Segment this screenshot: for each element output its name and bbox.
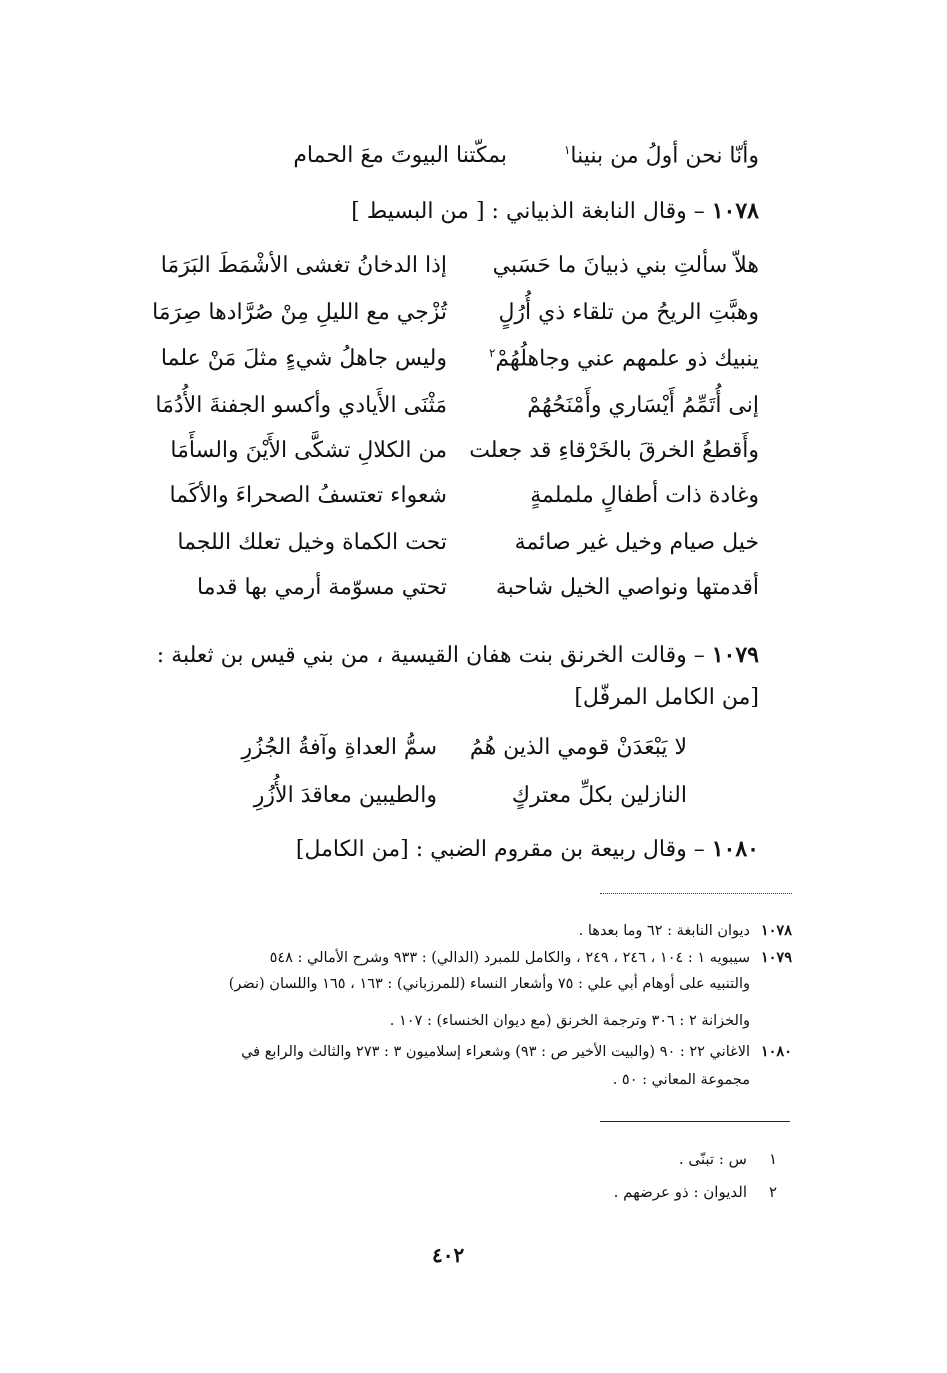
verse-text: ينبيك ذو علمهم عني وجاهلُهُمْ — [495, 346, 759, 372]
meter-label: [من الكامل المرفّل] — [574, 685, 759, 710]
note-text: س : تبنّى . — [678, 1150, 747, 1168]
notes-separator — [600, 1121, 790, 1122]
footnote-text: والتنبيه على أوهام أبي علي : ٧٥ وأشعار النساء (للمرزباني) : ١٦٣ ، ١٦٥ واللسان (نضر) — [228, 976, 750, 992]
footnote-number: ١٠٧٩ — [760, 949, 792, 966]
footnote-continuation — [613, 1072, 750, 1088]
verse-first-hemistich — [515, 530, 759, 555]
note-number: ١ — [768, 1150, 777, 1168]
entry-number: ١٠٧٨ — [711, 198, 759, 224]
verse-text: وهبَّتِ الريحُ من تلقاء ذي أُرُلٍ — [498, 300, 759, 325]
footnote-separator — [600, 893, 792, 894]
verse-first-hemistich — [493, 253, 759, 278]
verse-text: والطيبين معاقدَ الأُزُرِ — [253, 783, 437, 808]
verse-second-hemistich — [155, 393, 447, 418]
footnote-number: ١٠٨٠ — [760, 1043, 792, 1060]
entry-text: – وقال النابغة الذبياني : [ من البسيط ] — [351, 199, 705, 224]
entry-heading-1080 — [296, 836, 759, 862]
verse-text: النازلين بكلِّ معتركٍ — [511, 783, 687, 808]
verse-second-hemistich — [197, 575, 447, 600]
note-ref: ١ — [563, 143, 571, 157]
verse-first-hemistich — [564, 143, 759, 168]
verse-second-hemistich — [170, 438, 447, 463]
verse-text: أقدمتها ونواصي الخيل شاحبة — [495, 575, 759, 600]
verse-text: من الكلالِ تشكَّى الأَيْنَ والسأَمَا — [170, 438, 447, 463]
verse-text: وليس جاهلُ شيءٍ مثلَ مَنْ علما — [160, 346, 447, 371]
verse-text: هلاّ سألتِ بني ذبيانَ ما حَسَبي — [492, 253, 759, 278]
footnote-1079 — [270, 949, 792, 966]
verse-text: شعواء تعتسفُ الصحراءَ والأكَما — [169, 483, 447, 508]
note-text: الديوان : ذو عرضهم . — [613, 1183, 747, 1201]
page-number: ٤٠٢ — [432, 1243, 465, 1267]
footnote-1080 — [241, 1043, 792, 1060]
verse-text: وأنّا نحن أولُ من بنينا — [570, 143, 759, 169]
verse-text: سمُّ العداةِ وآفةُ الجُزُرِ — [241, 735, 437, 760]
note-number: ٢ — [768, 1183, 777, 1201]
note-ref: ٢ — [488, 346, 496, 360]
note-2 — [614, 1183, 777, 1201]
verse-second-hemistich — [254, 783, 437, 808]
verse-second-hemistich — [152, 300, 447, 325]
verse-text: تُزْجي مع الليلِ مِنْ صُرَّادها صِرَمَا — [152, 300, 447, 325]
verse-second-hemistich — [293, 143, 507, 168]
verse-first-hemistich — [512, 783, 687, 808]
entry-text: – وقالت الخرنق بنت هفان القيسية ، من بني قيس بن ثعلبة : — [156, 643, 705, 668]
verse-text: تحت الكماة وخيل تعلك اللجما — [177, 530, 447, 555]
entry-heading-1079 — [157, 642, 759, 668]
verse-first-hemistich — [496, 575, 759, 600]
footnote-1078 — [579, 922, 792, 939]
verse-text: بمكّتنا البيوتَ معَ الحمام — [293, 143, 507, 168]
footnote-text: والخزانة ٢ : ٣٠٦ وترجمة الخرنق (مع ديوان الخنساء) : ١٠٧ . — [389, 1013, 750, 1029]
entry-number: ١٠٧٩ — [711, 642, 759, 668]
footnote-text: الاغاني ٢٢ : ٩٠ (والبيت الأخير ص : ٩٣) وشعراء إسلاميون ٣ : ٢٧٣ والثالث والرابع في — [241, 1044, 750, 1060]
verse-second-hemistich — [170, 483, 448, 508]
verse-first-hemistich — [470, 735, 687, 760]
footnote-continuation — [229, 976, 750, 992]
entry-heading-1078 — [351, 198, 759, 224]
verse-second-hemistich — [242, 735, 438, 760]
verse-second-hemistich — [177, 530, 447, 555]
entry-number: ١٠٨٠ — [711, 836, 759, 862]
footnote-text: ديوان النابغة : ٦٢ وما بعدها . — [578, 923, 750, 939]
verse-text: إذا الدخانُ تغشى الأشْمَطَ البَرَمَا — [160, 253, 447, 278]
verse-text: مَثْنَى الأَيادي وأكسو الجفنةَ الأُدُمَا — [155, 393, 447, 418]
verse-first-hemistich — [527, 393, 759, 418]
verse-first-hemistich — [469, 438, 759, 463]
verse-second-hemistich — [161, 253, 447, 278]
footnote-text: مجموعة المعاني : ٥٠ . — [612, 1072, 750, 1088]
verse-text: تحتي مسوّمة أرمي بها قدما — [196, 575, 447, 600]
entry-text: – وقال ربيعة بن مقروم الضبي : [من الكامل] — [295, 837, 705, 862]
verse-first-hemistich — [530, 483, 759, 508]
verse-text: إنى أُتَمِّمُ أَيْسَاري وأَمْنَحُهُمْ — [527, 393, 759, 418]
verse-first-hemistich — [489, 346, 759, 371]
verse-first-hemistich — [498, 300, 759, 325]
verse-text: لا يَبْعَدَنْ قومي الذين هُمُ — [469, 735, 687, 760]
verse-text: وغادة ذات أطفالٍ ململمةٍ — [530, 483, 759, 508]
footnote-continuation — [390, 1013, 750, 1029]
verse-text: خيل صيام وخيل غير صائمة — [514, 530, 759, 555]
verse-second-hemistich — [161, 346, 447, 371]
footnote-number: ١٠٧٨ — [760, 922, 792, 939]
footnote-text: سيبويه ١ : ١٠٤ ، ٢٤٦ ، ٢٤٩ ، والكامل للمبرد (الدالي) : ٩٣٣ وشرح الأمالي : ٥٤٨ — [269, 950, 750, 966]
note-1 — [679, 1150, 777, 1168]
verse-text: وأَقطعُ الخرقَ بالخَرْقاءِ قد جعلت — [469, 438, 759, 463]
